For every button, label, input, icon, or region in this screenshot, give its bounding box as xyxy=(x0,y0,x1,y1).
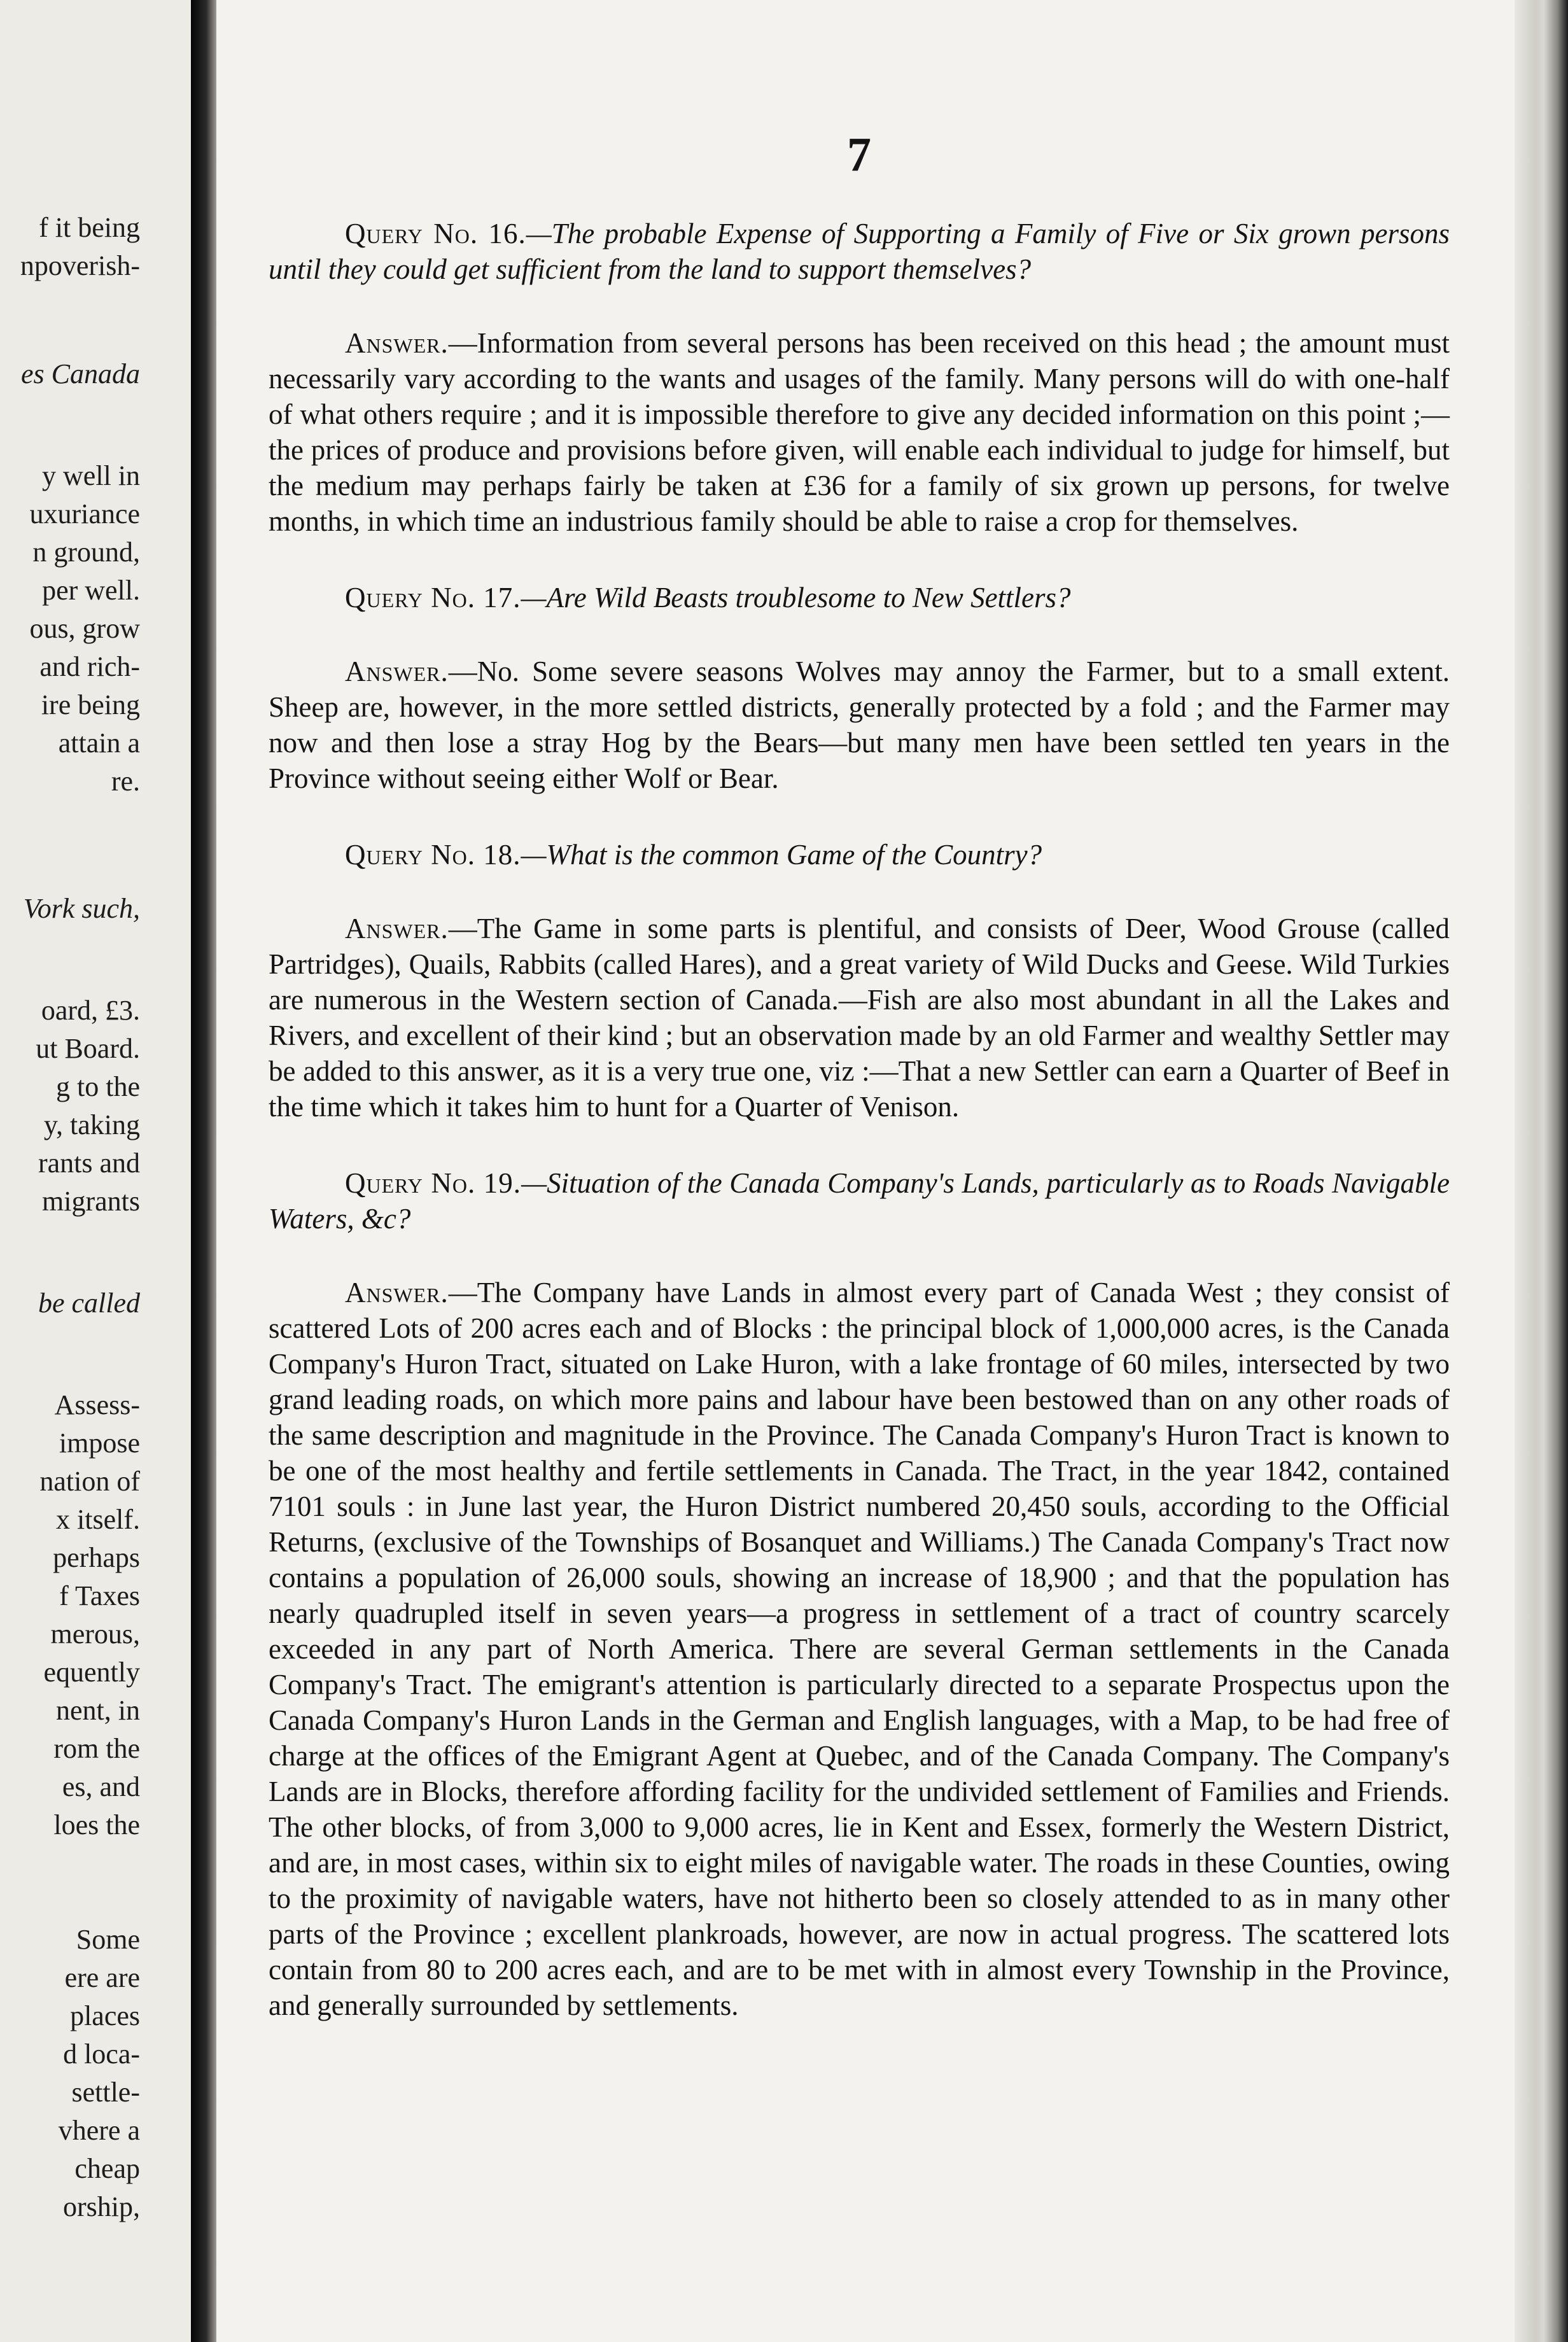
answer-19 xyxy=(269,1275,1450,2023)
previous-page-text-fragment: perhaps xyxy=(53,1542,140,1573)
page-edge-shadow xyxy=(1515,0,1568,2342)
answer-label: Answer. xyxy=(345,913,449,944)
previous-page-text-fragment: ous, grow xyxy=(29,613,140,644)
query-title: —Are Wild Beasts troublesome to New Settlers? xyxy=(521,582,1071,614)
query-title: —The probable Expense of Supporting a Family of Five or Six grown persons until they could get sufficient from the land to support themselves? xyxy=(269,218,1450,285)
previous-page-text-fragment: oard, £3. xyxy=(41,995,140,1026)
previous-page-text-fragment: ere are xyxy=(64,1962,140,1993)
query-16 xyxy=(269,216,1450,287)
previous-page-text-fragment: d loca- xyxy=(63,2038,140,2070)
query-label: Query No. 19. xyxy=(345,1167,522,1199)
previous-page-text-fragment: places xyxy=(70,2000,140,2031)
answer-text: —The Company have Lands in almost every part of Canada West ; they consist of scattered Lots of 200 acres each and of Blocks : the principal block of 1,000,000 acres, is the Canada Company's Huron Tract, situated on Lake Huron, with a lake frontage of 60 miles, intersected by two grand leading roads, on which more pains and labour have been bestowed than on any other roads of the same description and magnitude in the Province. The Canada Company's Huron Tract is known to be one of the most healthy and fertile settlements in Canada. The Tract, in the year 1842, contained 7101 souls : in June last year, the Huron District numbered 20,450 souls, according to the Official Returns, (exclusive of the Townships of Bosanquet and Williams.) The Canada Company's Tract now contains a population of 26,000 souls, showing an increase of 18,900 ; and that the population has nearly quadrupled itself in seven years—a progress in settlement of a tract of country scarcely exceeded in any part of North America. There are several German settlements in the Canada Company's Tract. The emigrant's attention is particularly directed to a separate Prospectus upon the Canada Company's Huron Lands in the German and English languages, with a Map, to be had free of charge at the offices of the Emigrant Agent at Quebec, and of the Canada Company. The Company's Lands are in Blocks, therefore affording facility for the undivided settlement of Families and Friends. The other blocks, of from 3,000 to 9,000 acres, lie in Kent and Essex, formerly the Western District, and are, in most cases, within six to eight miles of navigable water. The roads in these Counties, owing to the proximity of navigable waters, have not hitherto been so closely attended to as in many other parts of the Province ; excellent plankroads, however, are now in actual progress. The scattered lots contain from 80 to 200 acres each, and are to be met with in almost every Township in the Province, and generally surrounded by settlements. xyxy=(269,1277,1450,2021)
answer-text: —Information from several persons has been received on this head ; the amount must necessarily vary according to the wants and usages of the family. Many persons will do with one-half of what others require ; and it is impossible therefore to give any decided information on this point ;—the prices of produce and provisions before given, will enable each individual to judge for himself, but the medium may perhaps fairly be taken at £36 for a family of six grown up persons, for twelve months, in which time an industrious family should be able to raise a crop for themselves. xyxy=(269,327,1450,537)
previous-page-text-fragment: per well. xyxy=(42,575,140,606)
previous-page-text-fragment: y, taking xyxy=(43,1109,140,1140)
previous-page-text-fragment: uxuriance xyxy=(29,498,140,529)
previous-page-text-fragment: and rich- xyxy=(39,651,140,682)
previous-page-text-fragment: Assess- xyxy=(54,1389,140,1420)
document-page xyxy=(216,0,1515,2342)
previous-page-text-fragment: migrants xyxy=(42,1186,140,1217)
previous-page-text-fragment: orship, xyxy=(63,2191,140,2222)
query-title: —What is the common Game of the Country? xyxy=(521,839,1042,871)
previous-page-text-fragment: attain a xyxy=(58,727,140,759)
answer-label: Answer. xyxy=(345,1277,449,1308)
previous-page-text-fragment: rants and xyxy=(38,1147,140,1179)
previous-page-text-fragment: settle- xyxy=(71,2077,140,2108)
query-18 xyxy=(269,837,1450,873)
query-label: Query No. 18. xyxy=(345,839,521,871)
previous-page-text-fragment: nation of xyxy=(39,1466,140,1497)
previous-page-text-fragment: x itself. xyxy=(56,1504,140,1535)
previous-page-text-fragment: be called xyxy=(38,1287,140,1319)
previous-page-text-fragment: g to the xyxy=(56,1071,140,1102)
answer-16 xyxy=(269,325,1450,539)
previous-page-text-fragment: impose xyxy=(59,1427,140,1459)
previous-page-text-fragment: Some xyxy=(76,1924,140,1955)
answer-text: —The Game in some parts is plentiful, and consists of Deer, Wood Grouse (called Partridges), Quails, Rabbits (called Hares), and a great variety of Wild Ducks and Geese. Wild Turkies are numerous in the Western section of Canada.—Fish are also most abundant in all the Lakes and Rivers, and excellent of their kind ; but an observation made by an old Farmer and wealthy Settler may be added to this answer, as it is a very true one, viz :—That a new Settler can earn a Quarter of Beef in the time which it takes him to hunt for a Quarter of Venison. xyxy=(269,913,1450,1123)
previous-page-text-fragment: rom the xyxy=(53,1733,140,1764)
query-label: Query No. 17. xyxy=(345,582,521,614)
previous-page-text-fragment: n ground, xyxy=(32,536,140,568)
answer-label: Answer. xyxy=(345,656,449,687)
query-label: Query No. 16. xyxy=(345,218,526,249)
query-19 xyxy=(269,1165,1450,1237)
previous-page-text-fragment: ire being xyxy=(41,689,140,720)
answer-text: —No. Some severe seasons Wolves may annoy the Farmer, but to a small extent. Sheep are, however, in the more settled districts, generally protected by a fold ; and the Farmer may now and then lose a stray Hog by the Bears—but many men have been settled ten years in the Province without seeing either Wolf or Bear. xyxy=(269,656,1450,794)
page-content xyxy=(269,127,1450,2064)
answer-18 xyxy=(269,911,1450,1125)
previous-page-text-fragment: vhere a xyxy=(58,2115,140,2146)
previous-page-text-fragment: cheap xyxy=(74,2153,140,2184)
previous-page-text-fragment: es, and xyxy=(62,1771,140,1802)
answer-17 xyxy=(269,654,1450,796)
previous-page-text-fragment: Vork such, xyxy=(23,893,140,924)
previous-page-fragment xyxy=(0,0,191,2342)
previous-page-text-fragment: y well in xyxy=(42,460,140,491)
answer-label: Answer. xyxy=(345,327,449,359)
previous-page-text-fragment: nent, in xyxy=(56,1695,140,1726)
book-gutter xyxy=(191,0,216,2342)
previous-page-text-fragment: f it being xyxy=(39,212,140,243)
query-title: —Situation of the Canada Company's Lands, particularly as to Roads Navigable Waters, &c? xyxy=(269,1167,1450,1235)
previous-page-text-fragment: merous, xyxy=(50,1618,140,1650)
previous-page-text-fragment: re. xyxy=(111,766,140,797)
previous-page-text-fragment: loes the xyxy=(53,1809,140,1841)
page-number: 7 xyxy=(847,128,871,181)
previous-page-text-fragment: equently xyxy=(43,1657,140,1688)
previous-page-text-fragment: npoverish- xyxy=(20,250,140,281)
previous-page-text-fragment: f Taxes xyxy=(59,1580,140,1611)
previous-page-text-fragment: es Canada xyxy=(21,358,140,389)
query-17 xyxy=(269,580,1450,615)
previous-page-text-fragment: ut Board. xyxy=(36,1033,140,1064)
